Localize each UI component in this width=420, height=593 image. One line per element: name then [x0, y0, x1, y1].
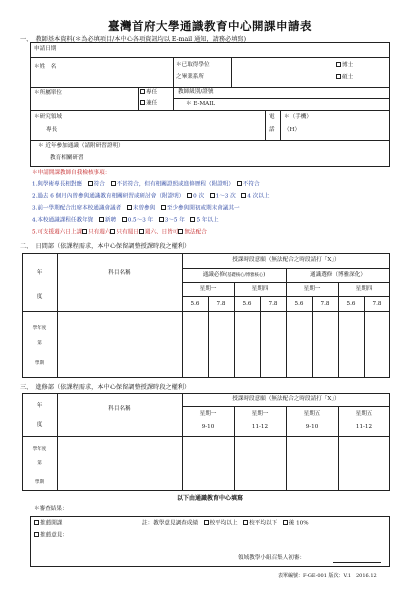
checklist-item-2: 2.過去 6 個月內曾參與通識教育相關研習或研討會（附證明） 0 次 1～3 次 4 次以上: [32, 193, 270, 200]
section1-heading: 一、 教師基本資料(＊為必填項目/本中心各項資訊均以 E-mail 通知，請務必填寫): [20, 36, 246, 43]
period-1: 5.6: [190, 301, 200, 307]
research-label: ＊研究領域: [34, 114, 62, 120]
section2-heading: 二、 日間部（依課程需求，本中心保留調整授課時段之權利）: [20, 243, 191, 250]
required-label: 通識必修(基礎核心/博雅核心): [202, 272, 266, 278]
period-4: 7.8: [268, 301, 278, 307]
evening-prefs-title: 授課時段意願（無法配合之時段請打「X」）: [232, 396, 340, 402]
name-label: ＊姓 名: [34, 64, 57, 70]
recommend-opinion-checkbox[interactable]: 推薦意見：: [34, 532, 68, 540]
evening-degree-label: 度: [36, 422, 43, 428]
day-header-4: 星期四: [355, 286, 373, 292]
degree-label-2: 之畢業系所: [176, 74, 204, 80]
checklist-item-5: 5.可支援週六日上課 只有週六 只有週日 週六、日皆可 無法配合: [32, 229, 207, 236]
degree-label: ＊已取得學位: [176, 62, 210, 68]
evening-slot-2-day: 星期一: [251, 411, 269, 417]
recent-training-label: ＊ 近年參加通識（請附研習證明）: [38, 143, 124, 149]
day-header-1: 星期一: [199, 286, 217, 292]
form-footer: 表單編號：F-GE-001 版次：V.1 2016.12: [278, 573, 377, 579]
dept-label: ＊所屬單位: [34, 90, 62, 96]
score-note: 註：教學意見調查成績 校平均以上 校平均以下 後 10%: [142, 520, 309, 527]
period-3: 5.6: [242, 301, 252, 307]
day-row-no-label: 第: [37, 341, 42, 346]
parttime-checkbox[interactable]: 兼任: [140, 100, 157, 108]
research-label-2: 專長: [46, 127, 58, 133]
mobile-label: ＊（手機）: [284, 114, 312, 120]
recent-training-label-2: 教育相關研習: [50, 155, 84, 161]
period-7: 5.6: [346, 301, 356, 307]
evening-row-term-label: 學期: [34, 480, 45, 485]
review-heading: 以下由通識教育中心填寫: [176, 495, 243, 502]
elective-label: 通識選修（博雅深化）: [310, 272, 366, 278]
evening-row-no-label: 第: [37, 461, 42, 466]
email-label: ＊ E-MAIL: [186, 101, 216, 107]
home-phone-label: （H）: [284, 127, 301, 133]
checklist-item-4: 4.本校通識課程任教年資 新聘 0.5～3 年 3～5 年 5 年以上: [32, 217, 219, 224]
day-header-2: 星期四: [251, 286, 269, 292]
evening-course-name-label: 科目名稱: [108, 406, 131, 412]
section3-heading: 三、 進修部（依課程需求，本中心保留調整授課時段之權利）: [20, 384, 191, 391]
fulltime-checkbox[interactable]: 專任: [140, 89, 157, 97]
period-6: 7.8: [320, 301, 330, 307]
evening-slot-3-day: 星期五: [303, 411, 321, 417]
day-row-term-label: 學期: [34, 361, 45, 366]
day-course-name-label: 科目名稱: [108, 270, 131, 276]
phone-label-1: 電: [269, 114, 275, 120]
evening-row-year-label: 學年度: [32, 447, 47, 452]
recommend-checkbox[interactable]: 推薦開課: [34, 520, 62, 528]
checklist-item-3: 3.前一學期配合出席本校通識會議者 未曾參與 至少參與開初或期末會議其一: [32, 205, 240, 212]
evening-slot-2-period: 11-12: [251, 424, 269, 430]
day-header-3: 星期一: [303, 286, 321, 292]
evening-slot-1-day: 星期一: [199, 411, 217, 417]
checklist-heading: ＊申請開課教師自我檢核事項：: [32, 170, 111, 176]
day-row-year-label: 學年度: [32, 326, 47, 331]
apply-date-label: 申請日期: [34, 46, 57, 52]
doctor-checkbox[interactable]: 博士: [336, 62, 353, 70]
period-8: 7.8: [372, 301, 382, 307]
day-prefs-title: 授課時段意願（無法配合之時段請打「X」）: [232, 257, 340, 263]
evening-slot-1-period: 9-10: [201, 424, 215, 430]
master-checkbox[interactable]: 碩士: [336, 74, 353, 82]
evening-year-label: 年: [36, 403, 43, 409]
evening-slot-3-period: 9-10: [305, 424, 319, 430]
evening-slot-4-period: 11-12: [355, 424, 373, 430]
day-year-label: 年: [36, 270, 43, 276]
review-result-label: ＊審查結果：: [34, 506, 68, 512]
period-2: 7.8: [216, 301, 226, 307]
phone-label-2: 話: [269, 127, 275, 133]
day-degree-label: 度: [36, 294, 43, 300]
reviewer-sign-label: 領域教學小組召集人初審：: [238, 555, 306, 561]
form-title: 臺灣首府大學通識教育中心開課申請表: [108, 19, 312, 33]
teacher-level-label: 教師級別/證號: [178, 89, 214, 95]
evening-slot-4-day: 星期五: [355, 411, 373, 417]
sign-line: [333, 562, 381, 563]
period-5: 5.6: [294, 301, 304, 307]
checklist-item-1: 1.與學術專長相對應 符合 不甚符合，但有相關證照或進修歷程（附證明） 不符合: [32, 181, 260, 188]
